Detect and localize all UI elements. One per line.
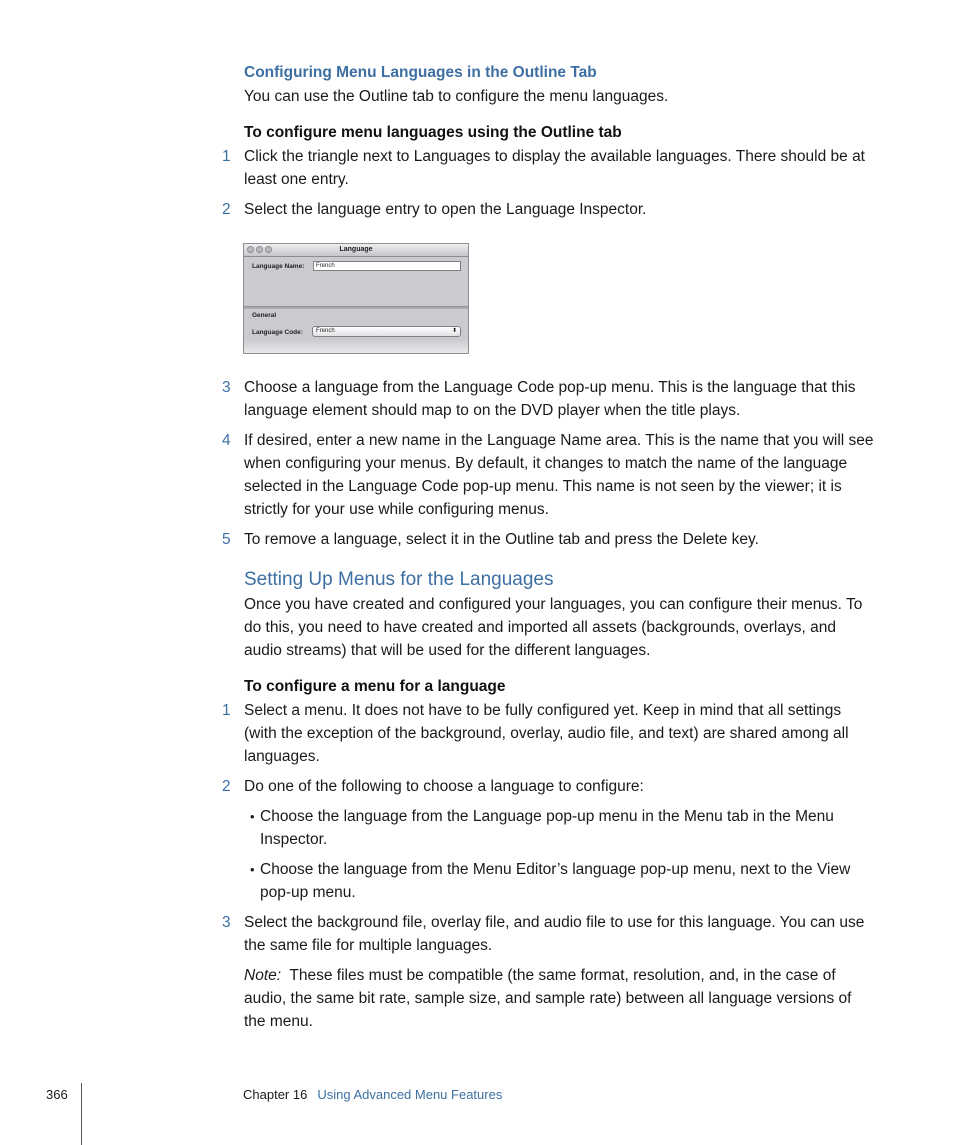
inspector-title: Language <box>339 246 373 253</box>
step-text: Select the background file, overlay file, and audio file to use for this language. You can use the same file for multiple languages. <box>244 914 865 954</box>
inspector-divider <box>244 306 468 309</box>
note-text: These files must be compatible (the same format, resolution, and, in the case of audio, the same bit rate, sample size, and sample rate) between all language versions of the menu. <box>244 967 852 1030</box>
language-code-value: French <box>316 328 335 334</box>
screenshot-fade <box>244 339 468 353</box>
bullet-icon: • <box>250 809 255 824</box>
procedure-title: To configure menu languages using the Outline tab <box>244 124 622 141</box>
step-text: Choose a language from the Language Code pop-up menu. This is the language that this language element should map to on the DVD player when the title plays. <box>244 379 856 419</box>
step-text: Click the triangle next to Languages to display the available languages. There should be at least one entry. <box>244 148 865 188</box>
step-text: Do one of the following to choose a language to configure: <box>244 778 644 795</box>
language-code-label: Language Code: <box>252 329 303 336</box>
step-number: 2 <box>222 201 231 218</box>
chapter-title: Using Advanced Menu Features <box>317 1087 503 1102</box>
step-text: Select the language entry to open the Language Inspector. <box>244 201 647 218</box>
inspector-titlebar <box>244 244 468 257</box>
page-number: 366 <box>46 1087 68 1102</box>
step-number: 3 <box>222 914 231 931</box>
section-intro: Once you have created and configured your languages, you can configure their menus. To do this, you need to have created and imported all assets (backgrounds, overlays, and audio streams) that will be used for the different languages. <box>244 596 863 659</box>
note-paragraph <box>244 964 876 1033</box>
procedure-title: To configure a menu for a language <box>244 678 506 695</box>
bullet-icon: • <box>250 862 255 877</box>
bullet-text: Choose the language from the Menu Editor’s language pop-up menu, next to the View pop-up menu. <box>260 861 851 901</box>
section-intro: You can use the Outline tab to configure the menu languages. <box>244 88 669 105</box>
popup-arrows-icon: ⬍ <box>451 328 457 334</box>
step-number: 4 <box>222 432 231 449</box>
step-text: Select a menu. It does not have to be fully configured yet. Keep in mind that all settings (with the exception of the background, overlay, audio file, and text) are shared among all languages. <box>244 702 849 765</box>
step-number: 1 <box>222 702 231 719</box>
step-text: To remove a language, select it in the Outline tab and press the Delete key. <box>244 531 759 548</box>
section-heading: Configuring Menu Languages in the Outline Tab <box>244 64 597 81</box>
language-code-popup <box>312 326 461 337</box>
general-label: General <box>252 312 277 319</box>
language-name-field: French <box>313 261 461 271</box>
language-name-label: Language Name: <box>252 263 305 270</box>
section-heading: Setting Up Menus for the Languages <box>244 569 554 590</box>
footer-rule <box>81 1083 82 1145</box>
step-number: 1 <box>222 148 231 165</box>
step-text: If desired, enter a new name in the Language Name area. This is the name that you will see when configuring your menus. By default, it changes to match the name of the language selected in the Language Code pop-up menu. This name is not seen by the viewer; it is strictly for your use while configuring menus. <box>244 432 874 518</box>
step-number: 5 <box>222 531 231 548</box>
step-number: 3 <box>222 379 231 396</box>
note-label: Note: <box>244 967 282 984</box>
chapter-footer <box>243 1087 502 1103</box>
chapter-number: Chapter 16 <box>243 1087 308 1102</box>
language-inspector-screenshot <box>243 243 469 354</box>
step-number: 2 <box>222 778 231 795</box>
bullet-text: Choose the language from the Language pop-up menu in the Menu tab in the Menu Inspector. <box>260 808 834 848</box>
